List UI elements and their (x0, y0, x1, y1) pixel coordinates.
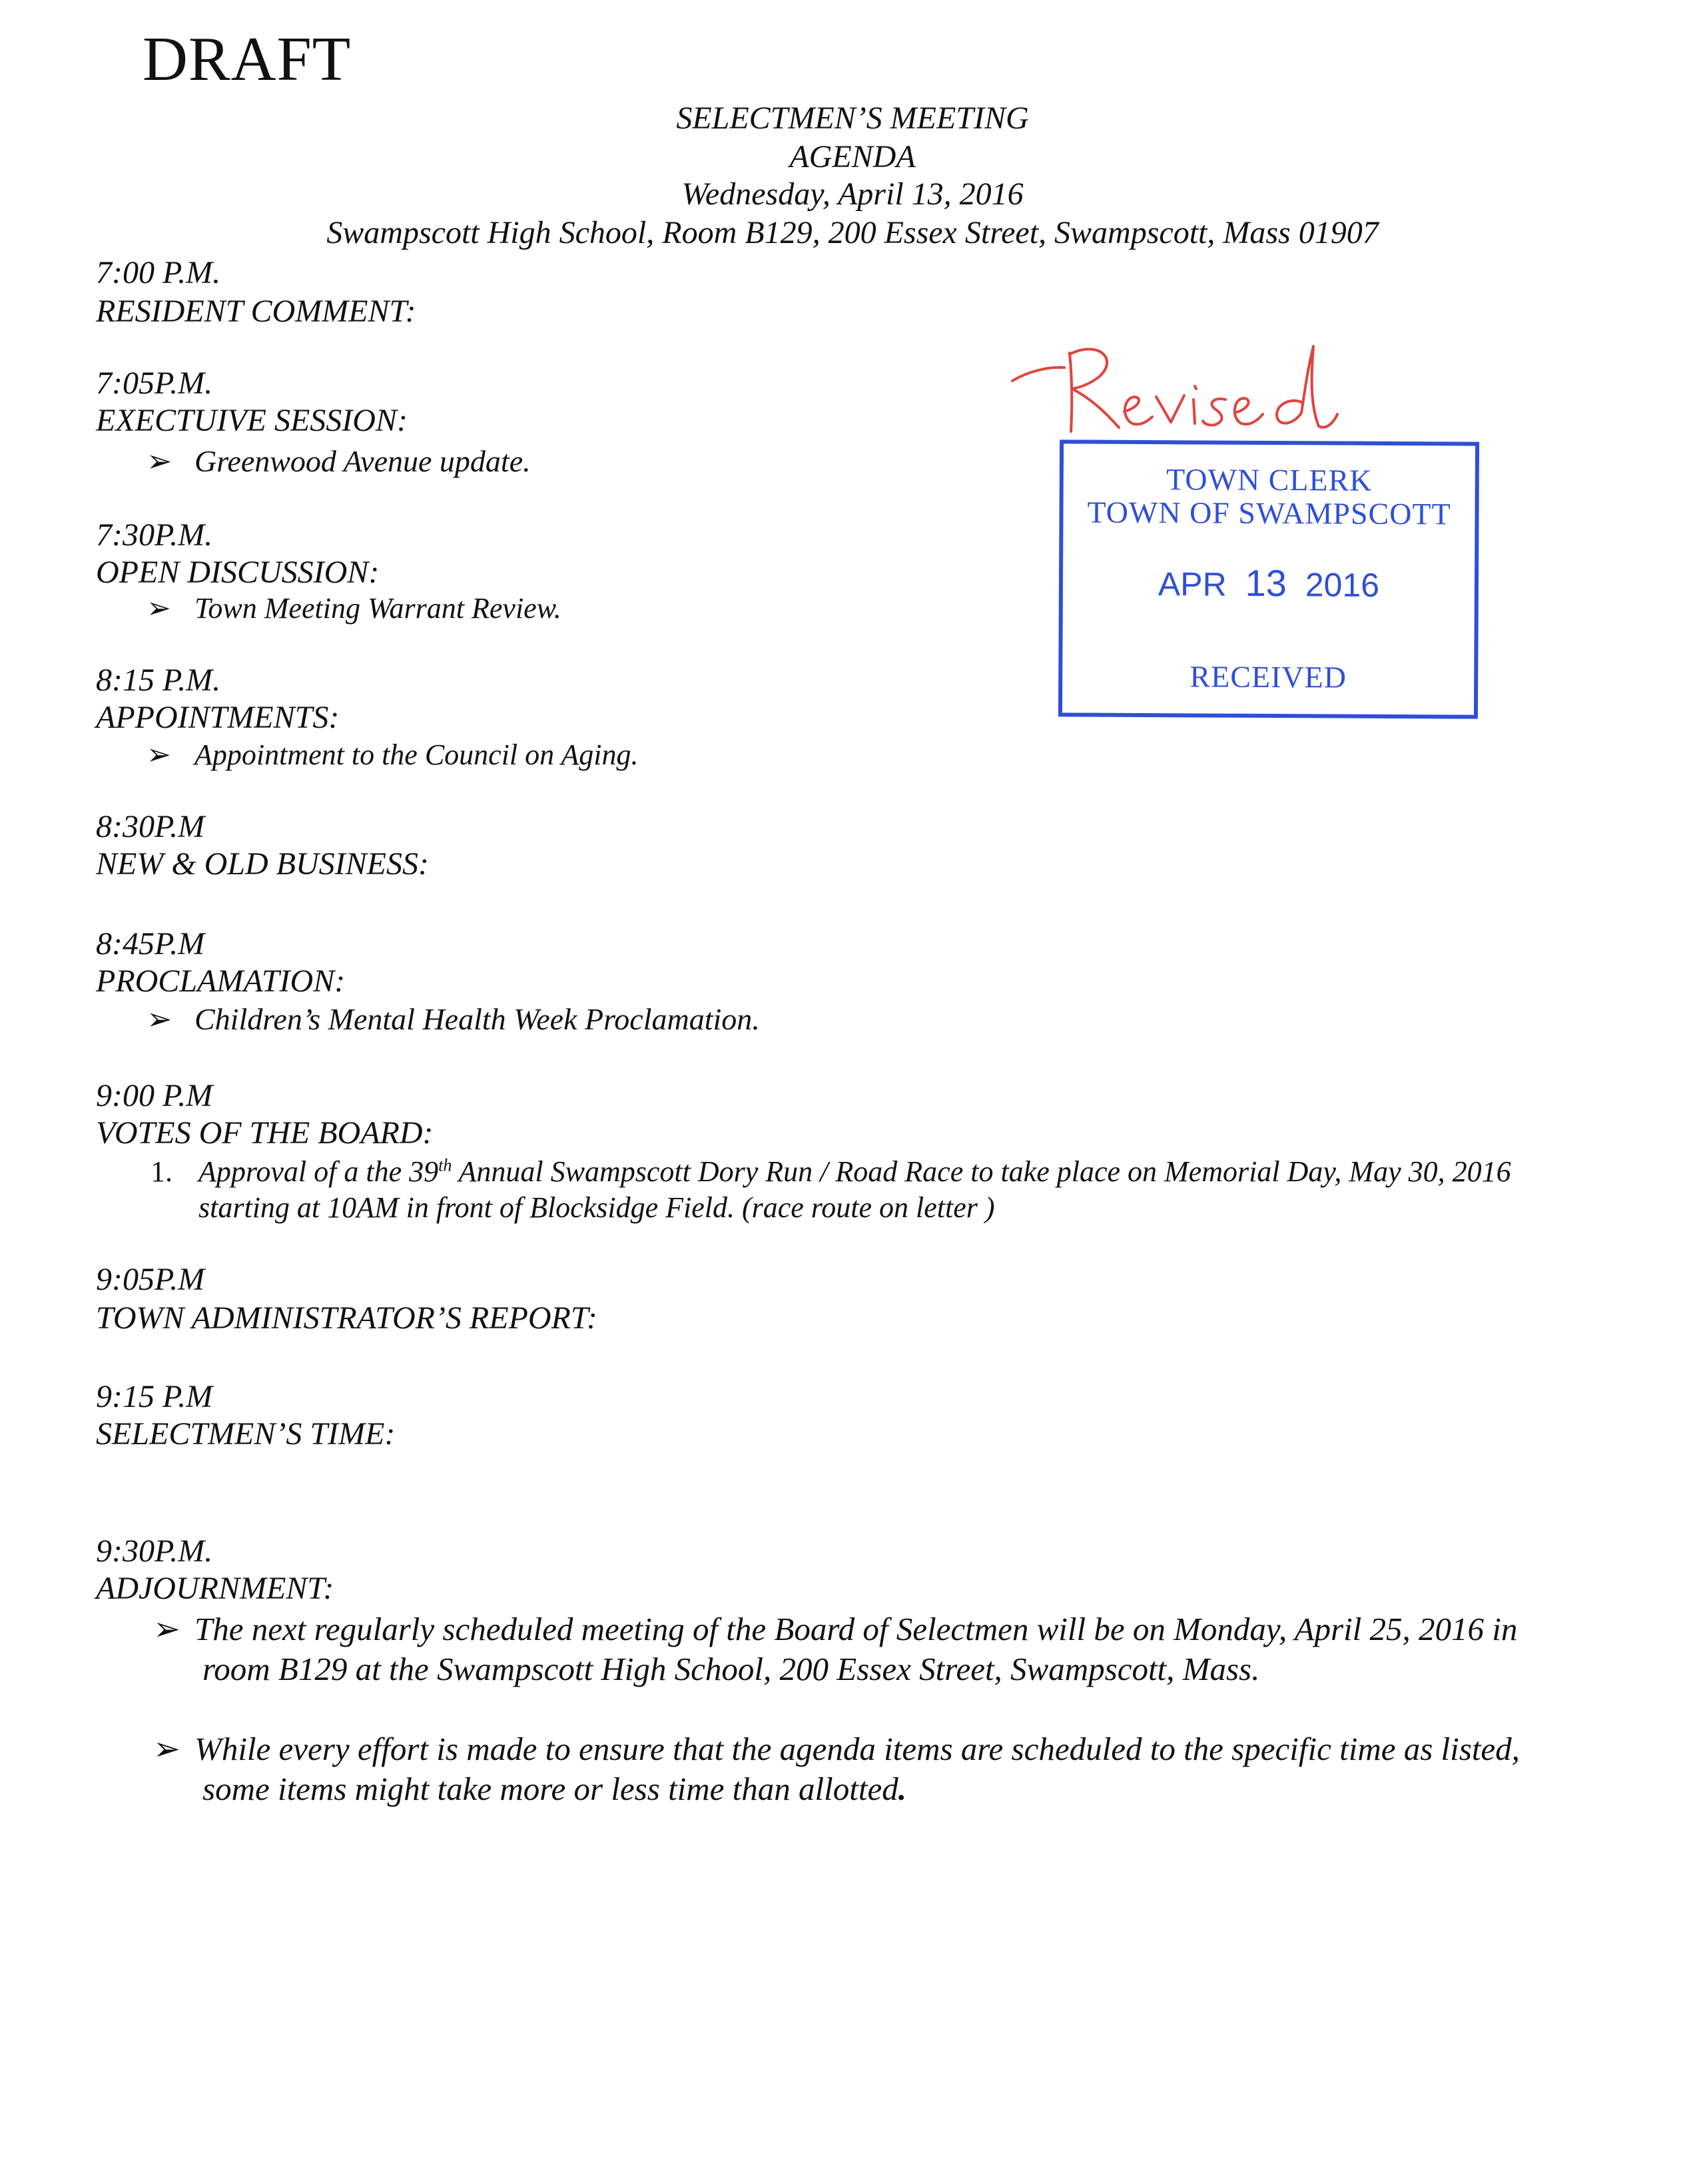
adjournment-note-period: . (898, 1771, 906, 1807)
agenda-time: 9:15 P.M (96, 1379, 213, 1414)
agenda-bullet (147, 446, 531, 477)
adjournment-note-line2 (202, 1773, 906, 1805)
vote-item-line2: starting at 10AM in front of Blocksidge Field. (race route on letter ) (198, 1191, 995, 1224)
agenda-time: 8:45P.M (96, 926, 205, 961)
stamp-date-month: APR (1158, 565, 1227, 603)
agenda-time: 9:05P.M (96, 1262, 205, 1297)
agenda-bullet (147, 1004, 760, 1035)
adjournment-note (153, 1613, 1517, 1645)
bullet-arrow-icon: ➢ (153, 1611, 181, 1647)
agenda-title: AGENDA (789, 139, 916, 174)
stamp-received: RECEIVED (1190, 659, 1347, 694)
vote-item-text-b: Annual Swampscott Dory Run / Road Race to take place on Memorial Day, May 30, 2016 (452, 1155, 1511, 1188)
stamp-date-day: 13 (1245, 561, 1287, 605)
stamp-date (1063, 563, 1475, 603)
agenda-heading: ADJOURNMENT: (96, 1571, 334, 1606)
stamp-date-year: 2016 (1305, 566, 1380, 604)
agenda-bullet (147, 594, 561, 623)
agenda-bullet-text: Town Meeting Warrant Review. (194, 592, 561, 625)
bullet-arrow-icon: ➢ (147, 1002, 172, 1036)
meeting-date: Wednesday, April 13, 2016 (681, 176, 1024, 212)
agenda-heading: EXECTUIVE SESSION: (96, 403, 408, 438)
vote-item-sup: th (438, 1155, 452, 1175)
agenda-heading: VOTES OF THE BOARD: (96, 1115, 434, 1151)
agenda-time: 8:15 P.M. (96, 663, 221, 698)
agenda-time: 9:30P.M. (96, 1533, 213, 1569)
agenda-heading: TOWN ADMINISTRATOR’S REPORT: (96, 1300, 597, 1336)
draft-label: DRAFT (143, 25, 352, 94)
agenda-bullet-text: Appointment to the Council on Aging. (194, 738, 639, 771)
agenda-heading: APPOINTMENTS: (96, 700, 340, 735)
agenda-heading: RESIDENT COMMENT: (96, 294, 416, 329)
adjournment-note (153, 1733, 1520, 1765)
adjournment-note-line1: While every effort is made to ensure that the agenda items are scheduled to the specific time as listed, (194, 1731, 1520, 1767)
agenda-heading: OPEN DISCUSSION: (96, 555, 380, 590)
agenda-heading: PROCLAMATION: (96, 963, 346, 999)
agenda-bullet (147, 740, 638, 770)
vote-item (151, 1157, 1511, 1187)
adjournment-note-line2: room B129 at the Swampscott High School, 200 Essex Street, Swampscott, Mass. (202, 1651, 1260, 1687)
agenda-bullet-text: Children’s Mental Health Week Proclamation. (194, 1002, 760, 1036)
meeting-location: Swampscott High School, Room B129, 200 Essex Street, Swampscott, Mass 01907 (326, 215, 1379, 250)
agenda-heading: NEW & OLD BUSINESS: (96, 846, 429, 882)
adjournment-note-line2a: some items might take more or less time than allotted (202, 1771, 898, 1807)
agenda-time: 9:00 P.M (96, 1078, 213, 1113)
stamp-town-of-swampscott: TOWN OF SWAMPSCOTT (1087, 495, 1451, 531)
bullet-arrow-icon: ➢ (147, 738, 171, 771)
stamp-town-clerk: TOWN CLERK (1166, 462, 1373, 497)
revised-handwriting (1006, 333, 1352, 446)
agenda-bullet-text: Greenwood Avenue update. (194, 444, 531, 478)
agenda-time: 7:05P.M. (96, 366, 213, 401)
agenda-heading: SELECTMEN’S TIME: (96, 1416, 396, 1452)
town-clerk-received-stamp (1058, 439, 1479, 718)
meeting-title: SELECTMEN’S MEETING (676, 101, 1029, 136)
agenda-time: 8:30P.M (96, 809, 205, 844)
adjournment-note-line1: The next regularly scheduled meeting of the Board of Selectmen will be on Monday, April 25, 2016 in (194, 1611, 1518, 1647)
agenda-time: 7:30P.M. (96, 517, 213, 553)
agenda-time: 7:00 P.M. (96, 255, 221, 290)
bullet-arrow-icon: ➢ (147, 444, 172, 478)
vote-item-number: 1. (151, 1155, 172, 1188)
vote-item-text-a: Approval of a the 39 (198, 1155, 439, 1188)
bullet-arrow-icon: ➢ (147, 592, 171, 625)
bullet-arrow-icon: ➢ (153, 1731, 181, 1767)
